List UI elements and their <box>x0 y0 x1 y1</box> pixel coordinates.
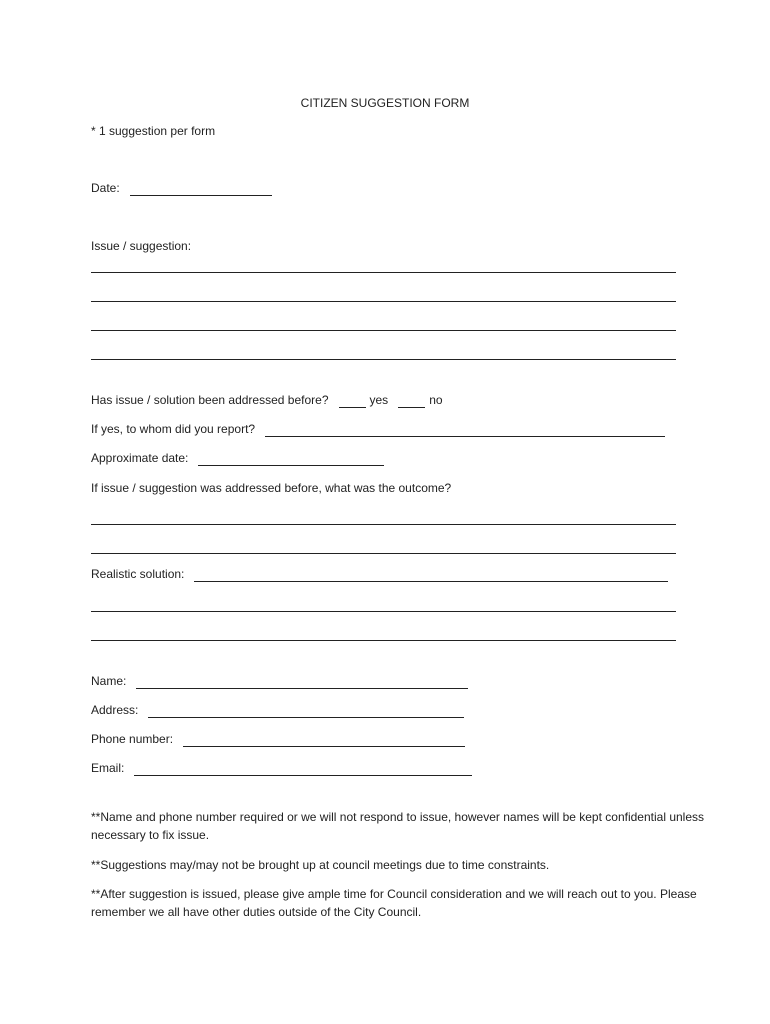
address-label: Address: <box>91 703 139 717</box>
solution-row <box>91 567 668 582</box>
yes-option-label: yes <box>369 393 389 407</box>
phone-label: Phone number: <box>91 732 174 746</box>
date-field[interactable] <box>130 183 272 196</box>
phone-row <box>91 732 465 747</box>
addressed-row <box>91 393 443 408</box>
email-field[interactable] <box>134 763 472 776</box>
address-field[interactable] <box>148 705 464 718</box>
note-ample-time: **After suggestion is issued, please give ample time for Council consideration and we will reach out to you. Please remember we all have other duties outside of the City Council. <box>91 887 697 919</box>
address-row <box>91 703 464 718</box>
form-title: CITIZEN SUGGESTION FORM <box>300 96 470 110</box>
approx-date-label: Approximate date: <box>91 451 189 465</box>
date-label: Date: <box>91 181 120 195</box>
approx-date-row <box>91 451 384 466</box>
solution-line-2[interactable] <box>91 640 676 641</box>
name-row <box>91 674 468 689</box>
issue-row <box>91 239 191 254</box>
whom-field[interactable] <box>265 424 665 437</box>
no-blank[interactable] <box>398 395 425 408</box>
form-subtitle <box>91 124 215 139</box>
name-label: Name: <box>91 674 127 688</box>
email-row <box>91 761 472 776</box>
date-row <box>91 181 272 196</box>
whom-row <box>91 422 665 437</box>
outcome-line-2[interactable] <box>91 553 676 554</box>
issue-line-1[interactable] <box>91 272 676 273</box>
approx-date-field[interactable] <box>198 453 384 466</box>
email-label: Email: <box>91 761 125 775</box>
solution-line-1[interactable] <box>91 611 676 612</box>
outcome-question: If issue / suggestion was addressed before, what was the outcome? <box>91 481 452 495</box>
issue-line-4[interactable] <box>91 359 676 360</box>
outcome-line-1[interactable] <box>91 524 676 525</box>
solution-label: Realistic solution: <box>91 567 185 581</box>
note-required-info: **Name and phone number required or we will not respond to issue, however names will be kept confidential unless necessary to fix issue. <box>91 810 705 842</box>
addressed-question: Has issue / solution been addressed before? <box>91 393 329 407</box>
issue-line-2[interactable] <box>91 301 676 302</box>
solution-field[interactable] <box>194 569 668 582</box>
issue-line-3[interactable] <box>91 330 676 331</box>
subtitle-text: * 1 suggestion per form <box>91 124 216 138</box>
issue-label: Issue / suggestion: <box>91 239 192 253</box>
phone-field[interactable] <box>183 734 465 747</box>
no-option-label: no <box>429 393 443 407</box>
whom-label: If yes, to whom did you report? <box>91 422 256 436</box>
yes-blank[interactable] <box>339 395 366 408</box>
name-field[interactable] <box>136 676 468 689</box>
outcome-row <box>91 481 451 496</box>
note-council-meetings: **Suggestions may/may not be brought up at council meetings due to time constraints. <box>91 858 550 872</box>
